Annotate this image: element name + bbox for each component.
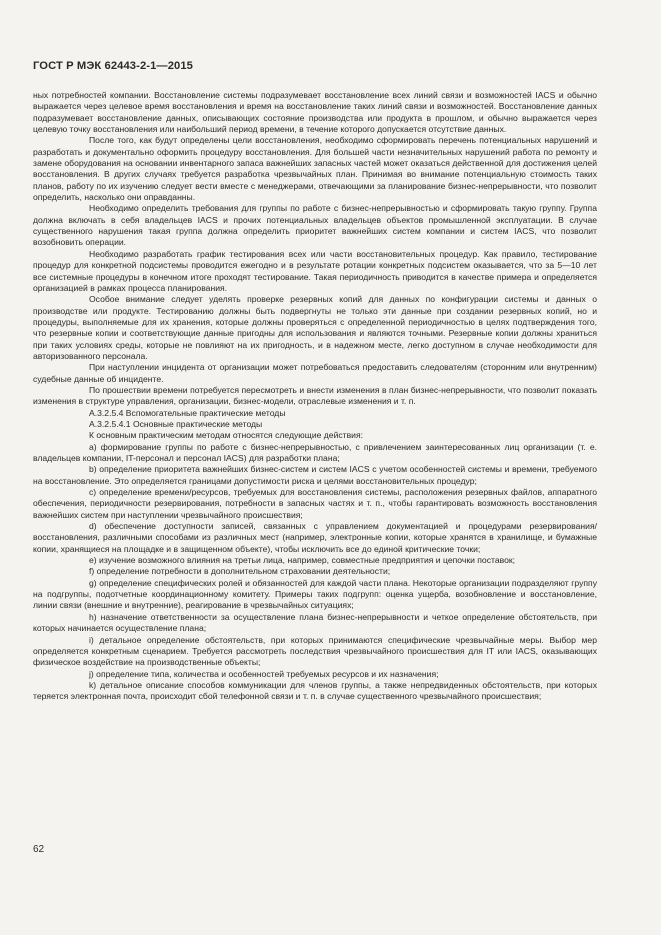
- list-item: f) определение потребности в дополнительном страховании деятельности;: [89, 566, 391, 577]
- paragraph: Особое внимание следует уделять проверке резервных копий для данных по конфигурации системы и данных о производстве или продукте. Тестированию должны быть подвергнуты не только эти данные при создании резервных копий, но и процедуры, выполняемые для их хранения, которые должны проверяться с определенной периодичностью в целях подтверждения того, что резервные копии и соответствующие данные пригодны для использования и являются точными. Резервные копии должны храниться при таких условиях среды, которые не повлияют на их пригодность, и в надежном месте, легко доступном в случае необходимости для авторизованного персонала.: [33, 294, 597, 361]
- paragraph: Необходимо разработать график тестирования всех или части восстановительных процедур. Как правило, тестирование процедур для конкретной подсистемы проводится ежегодно и в результате ротации конкретных подсистем оказывается, что за 5—10 лет все системные процедуры в конечном итоге проходят тестирование. Такая периодичность приводится в качестве примера и определяется организацией в рамках процесса планирования.: [33, 248, 597, 293]
- list-item: j) определение типа, количества и особенностей требуемых ресурсов и их назначения;: [89, 668, 439, 679]
- paragraph: Необходимо определить требования для группы по работе с бизнес-непрерывностью и сформировать такую группу. Группа должна включать в себя владельцев IACS и прочих потенциальных владельцев объектов промышленной эксплуатации. В случае существенного нарушения такая группа должна определить приоритет важнейших систем компании и систем IACS, что позволит возобновить операции.: [33, 203, 597, 248]
- list-item: h) назначение ответственности за осуществление плана бизнес-непрерывности и четкое определение обстоятельств, при которых начинается осуществление плана;: [33, 611, 597, 634]
- page-number: 62: [33, 844, 45, 855]
- list-item: g) определение специфических ролей и обязанностей для каждой части плана. Некоторые организации подразделяют группу на подгруппы, подотчетные координационному комитету. Примеры таких подгрупп: оценка ущерба, возобновление и восстановление, линии связи (внешние и внутренние), реагирование в чрезвычайных ситуациях;: [33, 577, 597, 611]
- list-item: c) определение времени/ресурсов, требуемых для восстановления системы, расположения резервных файлов, аппаратного обеспечения, периодичности резервирования, потребности в запасных частях и т. п., чтобы гарантировать возможность восстановления важнейших систем при наступлении чрезвычайного происшествия;: [33, 487, 597, 520]
- list-item: a) формирование группы по работе с бизнес-непрерывностью, с привлечением заинтересованных лиц организации (т. е. владельцев компании, IT-персонал и персонал IACS) для разработки плана;: [33, 441, 597, 463]
- section-heading: А.3.2.5.4 Вспомогательные практические методы: [89, 407, 286, 418]
- section-heading: А.3.2.5.4.1 Основные практические методы: [89, 418, 263, 429]
- document-body: [33, 90, 597, 703]
- paragraph: При наступлении инцидента от организации может потребоваться предоставить следователям (сторонним или внутренним) судебные данные об инциденте.: [33, 362, 597, 384]
- list-item: b) определение приоритета важнейших бизнес-систем и систем IACS с учетом особенностей системы и времени, требуемого на восстановление. Это определяется границами допустимости риска и целями восстановительных процедур;: [33, 464, 597, 486]
- paragraph: К основным практическим методам относятся следующие действия:: [89, 430, 364, 441]
- paragraph: После того, как будут определены цели восстановления, необходимо сформировать перечень потенциальных нарушений и разработать и документально оформить процедуру восстановления. Для большей части незначительных нарушений работа по ремонту и замене оборудования на основании инвентарного запаса важнейших запасных частей может оказаться действенной для достижения целей восстановления. В других случаях требуется разработка чрезвычайных план. Принимая во внимание потенциальную стоимость таких планов, работу по их изучению следует вести вместе с менеджерами, отвечающими за планирование бизнес-непрерывности, что позволит определить, насколько они оправданны.: [33, 135, 597, 203]
- document-header-title: ГОСТ Р МЭК 62443-2-1—2015: [33, 60, 194, 72]
- list-item: k) детальное описание способов коммуникации для членов группы, а также непредвиденных обстоятельств, при которых теряется электронная почта, происходит сбой телефонной связи и т. п. в случае существенного чрезвычайного происшествия;: [33, 679, 597, 702]
- list-item: i) детальное определение обстоятельств, при которых принимаются специфические чрезвычайные меры. Выбор мер определяется конкретным сценарием. Требуется рассмотреть последствия чрезвычайного происшествия для IT или IACS, оказывающих физическое воздействие на производственные объекты;: [33, 634, 597, 668]
- paragraph: ных потребностей компании. Восстановление системы подразумевает восстановление всех линий связи и возможностей IACS и обычно выражается через целевое время восстановления и время на восстановление таких линий связи и возможностей. Восстановление данных подразумевает восстановление данных, описывающих состояние производства или продукта в прошлом, и обычно выражается через целевую точку восстановления или наибольший период времени, в течение которого допускается отсутствие данных.: [33, 90, 597, 135]
- list-item: d) обеспечение доступности записей, связанных с управлением документацией и процедурами резервирования/восстановления, различными способами из различных мест (например, электронные копии, которые хранятся в хранилище, и бумажные копии, хранящиеся на площадке и в защищенном объекте), чтобы исключить все до единой критические точки;: [33, 521, 597, 554]
- list-item: e) изучение возможного влияния на третьи лица, например, совместные предприятия и цепочки поставок;: [89, 555, 516, 566]
- paragraph: По прошествии времени потребуется пересмотреть и внести изменения в план бизнес-непрерывности, что позволит показать изменения в структуре управления, организации, бизнес-модели, отраслевые изменения и т. п.: [33, 384, 597, 407]
